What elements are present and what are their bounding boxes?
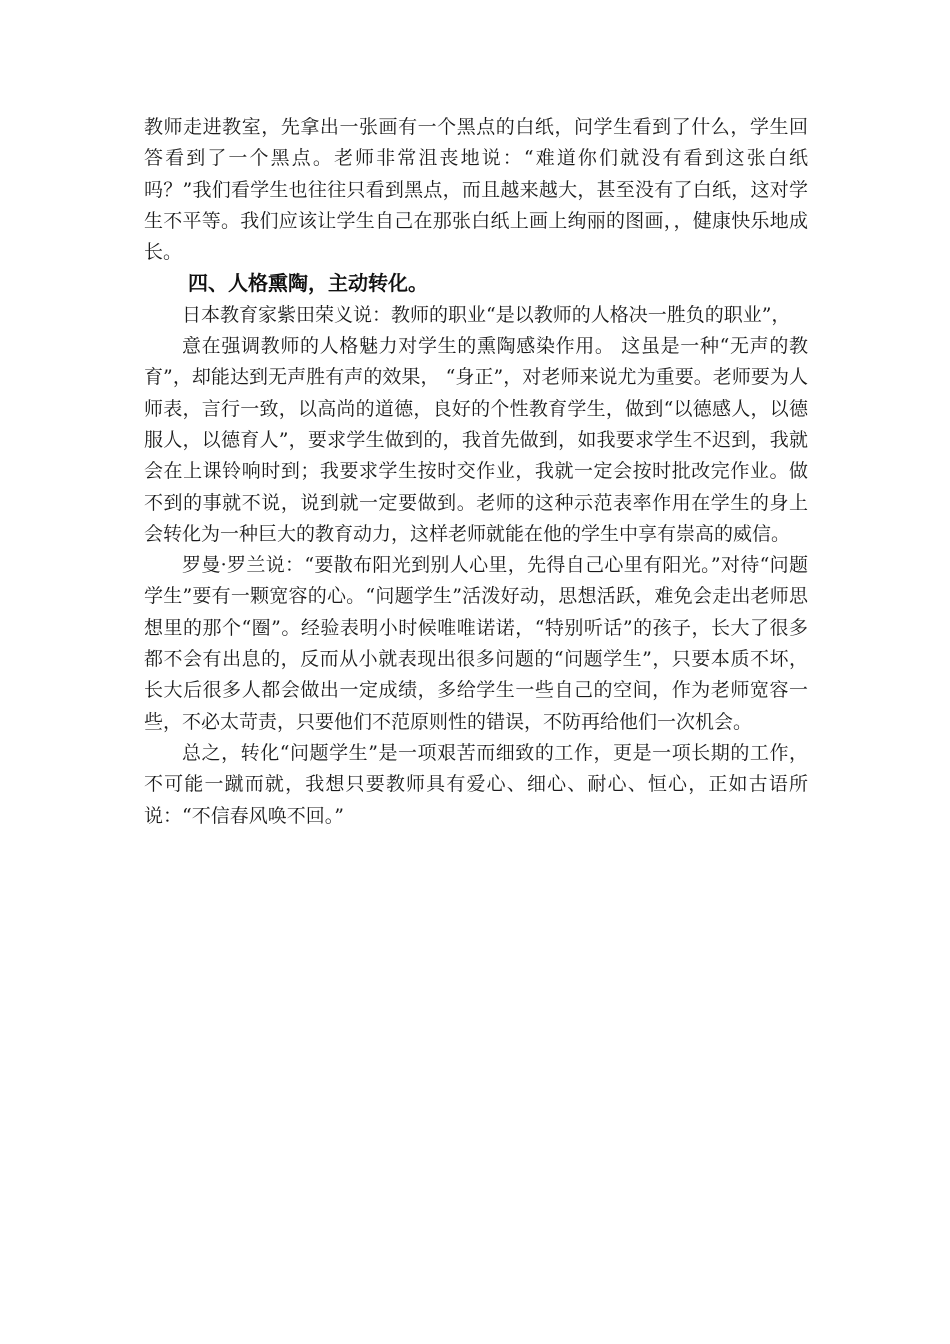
paragraph-conclusion: 总之，转化“问题学生”是一项艰苦而细致的工作，更是一项长期的工作，不可能一蹴而就，我想只要教师具有爱心、细心、耐心、恒心，正如古语所说：“不信春风唤不回。” [144, 741, 808, 827]
document-page [144, 112, 808, 832]
paragraph-quote-intro: 日本教育家紫田荣义说：教师的职业“是以教师的人格决一胜负的职业”， [182, 303, 791, 326]
paragraph-teacher-character: 意在强调教师的人格魅力对学生的熏陶感染作用。 这虽是一种“无声的教育”，却能达到无声胜有声的效果， “身正”，对老师来说尤为重要。老师要为人师表，言行一致，以高尚的道德，良好的个性教育学生，做到“以德感人，以德服人，以德育人”，要求学生做到的，我首先做到，如我要求学生不迟到，我就会在上课铃响时到；我要求学生按时交作业，我就一定会按时批改完作业。做不到的事就不说，说到就一定要做到。老师的这种示范表率作用在学生的身上会转化为一种巨大的教育动力，这样老师就能在他的学生中享有崇高的威信。 [144, 335, 808, 545]
paragraph-tolerance: 罗曼·罗兰说：“要散布阳光到别人心里，先得自己心里有阳光。”对待“问题学生”要有一颗宽容的心。“问题学生”活泼好动，思想活跃，难免会走出老师思想里的那个“圈”。经验表明小时候唯唯诺诺，“特别听话”的孩子，长大了很多都不会有出息的，反而从小就表现出很多问题的“问题学生”，只要本质不坏，长大后很多人都会做出一定成绩，多给学生一些自己的空间，作为老师宽容一些，不必太苛责，只要他们不范原则性的错误，不防再给他们一次机会。 [144, 554, 808, 733]
paragraph-black-dot-story: 教师走进教室，先拿出一张画有一个黑点的白纸，问学生看到了什么，学生回答看到了一个黑点。老师非常沮丧地说：“难道你们就没有看到这张白纸吗？”我们看学生也往往只看到黑点，而且越来越大，甚至没有了白纸，这对学生不平等。我们应该让学生自己在那张白纸上画上绚丽的图画，，健康快乐地成长。 [144, 116, 808, 264]
section-heading-4: 四、人格熏陶，主动转化。 [188, 271, 428, 296]
